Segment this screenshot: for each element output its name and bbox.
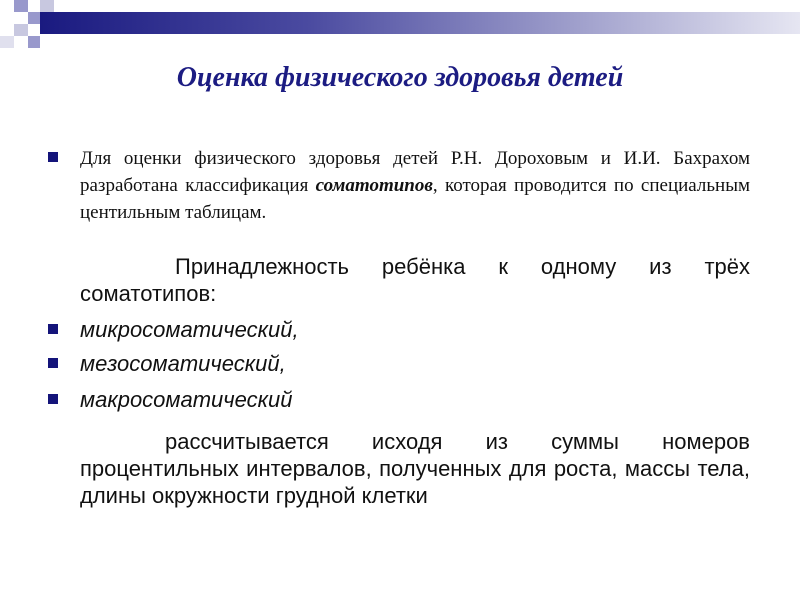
somatotype-item: макросоматический: [80, 387, 293, 412]
deco-square: [0, 36, 14, 48]
intro-text-after: , которая проводится по специальным центильным таблицам.: [80, 175, 750, 223]
header-gradient-bar: [40, 12, 800, 34]
deco-square: [28, 36, 40, 48]
somatotype-item: мезосоматический,: [80, 351, 286, 376]
intro-paragraph: [80, 145, 750, 226]
deco-square: [28, 12, 40, 24]
deco-square: [14, 0, 28, 12]
bullet-square-icon: [48, 152, 58, 162]
header-decoration: [0, 0, 800, 60]
calculation-paragraph: [80, 428, 750, 509]
intro-text-before: Для оценки физического здоровья детей Р.Н. Дороховым и И.И. Бахрахом разработана классификация: [80, 148, 750, 196]
deco-square: [40, 0, 54, 12]
deco-square: [14, 24, 28, 36]
slide-title: Оценка физического здоровья детей: [176, 62, 624, 93]
intro-term: соматотипов: [315, 175, 433, 196]
belonging-line-1: [80, 253, 750, 307]
calculation-text: рассчитывается исходя из суммы номеров процентильных интервалов, полученных для роста, массы тела, длины окружности грудной клетки: [80, 429, 750, 508]
somatotype-item: микросоматический,: [80, 317, 299, 342]
bullet-square-icon: [48, 358, 58, 368]
bullet-square-icon: [48, 394, 58, 404]
belonging-text: Принадлежность ребёнка к одному из трёх соматотипов:: [80, 254, 750, 306]
bullet-square-icon: [48, 324, 58, 334]
